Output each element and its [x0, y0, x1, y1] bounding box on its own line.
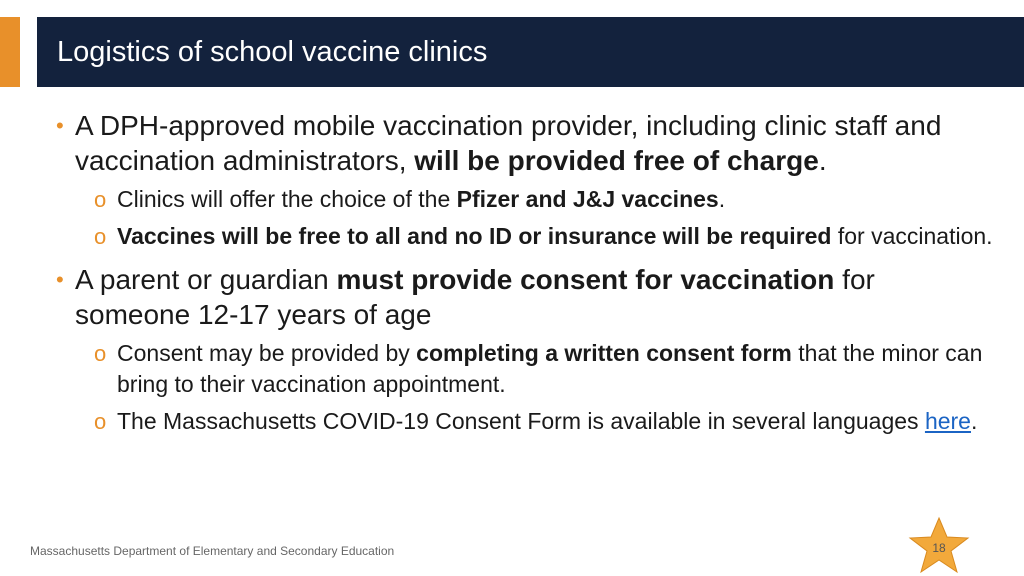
- bullet-marker: •: [56, 267, 64, 292]
- sub-bullet-item: [54, 338, 994, 400]
- sub-bullet-text-end: .: [718, 186, 726, 212]
- sub-bullet-text: Clinics will offer the choice of the: [117, 186, 457, 212]
- footer-text: Massachusetts Department of Elementary and Secondary Education: [30, 544, 395, 558]
- sub-bullet-marker: o: [94, 224, 107, 249]
- sub-bullet-item: [54, 406, 994, 437]
- bullet-item: [54, 262, 994, 332]
- sub-bullet-bold-text: Pfizer and J&J vaccines: [456, 186, 719, 212]
- sub-bullet-text-end: .: [970, 408, 978, 434]
- sub-bullet-item: [54, 184, 994, 215]
- slide-body: [54, 108, 994, 437]
- sub-bullet-bold-text: Vaccines will be free to all and no ID or insurance will be required: [117, 223, 832, 249]
- bullet-marker: •: [56, 113, 64, 138]
- sub-bullet-marker: o: [94, 187, 107, 212]
- sub-bullet-text: The Massachusetts COVID-19 Consent Form is available in several languages: [117, 408, 925, 434]
- sub-bullet-text-end: that the minor can bring to their vaccination appointment.: [117, 340, 983, 397]
- sub-bullet-marker: o: [94, 341, 107, 366]
- title-accent-bar: [0, 17, 20, 87]
- slide-title: Logistics of school vaccine clinics: [57, 36, 488, 68]
- title-bar: [37, 17, 1024, 87]
- sub-bullet-text-end: for vaccination.: [831, 223, 993, 249]
- sub-bullet-bold-text: completing a written consent form: [416, 340, 792, 366]
- bullet-bold-text: must provide consent for vaccination: [336, 264, 835, 295]
- consent-form-link[interactable]: here: [924, 408, 971, 434]
- bullet-bold-text: will be provided free of charge: [414, 145, 819, 176]
- bullet-item: [54, 108, 994, 178]
- page-number: 18: [932, 541, 946, 555]
- bullet-text-end: for someone 12-17 years of age: [75, 264, 875, 330]
- sub-bullet-text: Consent may be provided by: [117, 340, 417, 366]
- bullet-text: A DPH-approved mobile vaccination provider, including clinic staff and vaccination administrators,: [75, 110, 942, 176]
- sub-bullet-item: [54, 221, 994, 252]
- sub-bullet-marker: o: [94, 409, 107, 434]
- bullet-text-end: .: [818, 145, 827, 176]
- bullet-text: A parent or guardian: [75, 264, 337, 295]
